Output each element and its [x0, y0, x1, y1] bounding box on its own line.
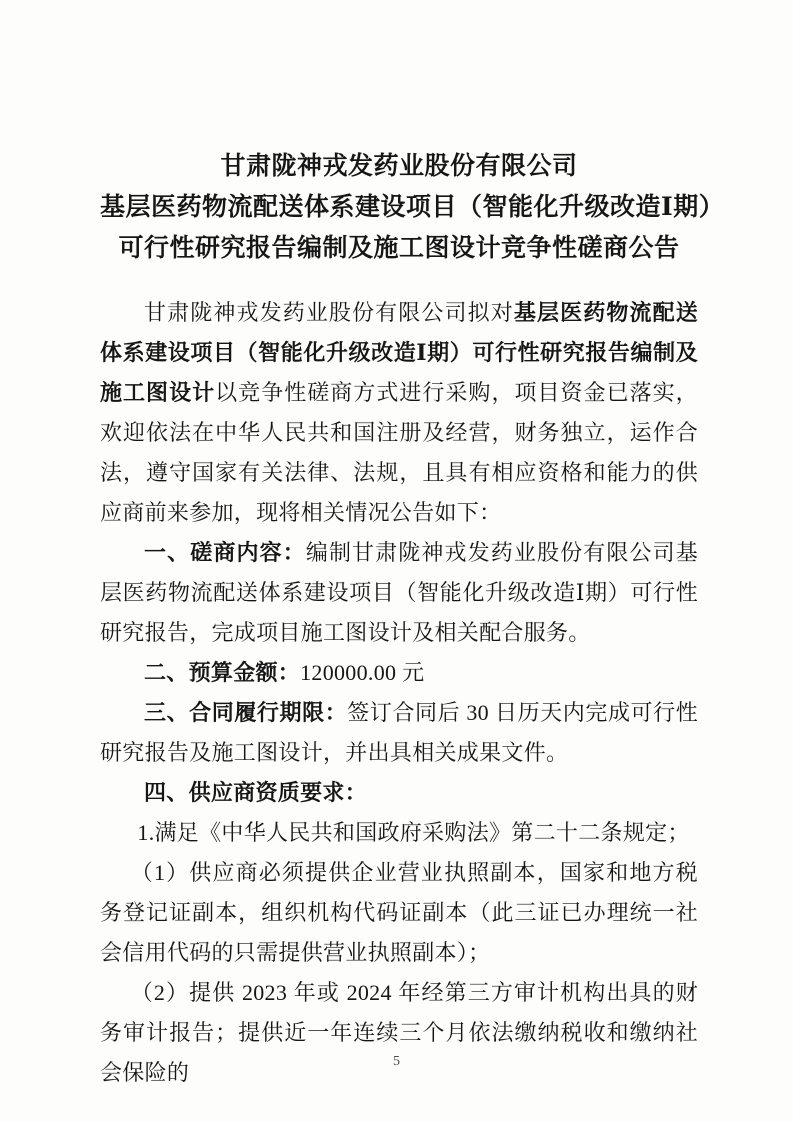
paragraph-intro	[100, 293, 698, 533]
text-run: 甘肃陇神戎发药业股份有限公司拟对	[144, 300, 514, 325]
bold-text-run: 二、预算金额：	[144, 660, 301, 685]
title-project-name: 基层医药物流配送体系建设项目（智能化升级改造Ⅰ期）	[100, 194, 725, 221]
document-title	[100, 146, 725, 269]
text-run: （2）提供 2023 年或 2024 年经第三方审计机构出具的财务审计报告；提供近一年连续三个月依法缴纳税收和缴纳社会保险的	[100, 980, 698, 1085]
section-4-supplier-qualification-requirements	[100, 773, 698, 813]
section-3-contract-performance-period	[100, 693, 698, 773]
text-run: 以竞争性磋商方式进行采购，项目资金已落实，欢迎依法在中华人民共和国注册及经营，财务独立，运作合法，遵守国家有关法律、法规，且具有相应资格和能力的供应商前来参加，现将相关情况公告如下：	[100, 380, 698, 525]
text-run: （1）供应商必须提供企业营业执照副本，国家和地方税务登记证副本，组织机构代码证副本（此三证已办理统一社会信用代码的只需提供营业执照副本）；	[100, 860, 698, 965]
bold-text-run: 基层医药物流配送体系建设项目（智能化升级改造Ⅰ期）可行性研究报告编制及施工图设计	[100, 300, 698, 405]
bold-text-run: 三、合同履行期限：	[144, 700, 348, 725]
section-1-negotiation-content	[100, 533, 698, 653]
title-announcement-type: 可行性研究报告编制及施工图设计竞争性磋商公告	[118, 235, 680, 262]
section-2-budget-amount	[100, 653, 698, 693]
item-1-2-audit-report-requirement	[100, 973, 698, 1093]
text-run: 1.满足《中华人民共和国政府采购法》第二十二条规定；	[137, 820, 690, 845]
item-1-procurement-law-requirement	[100, 813, 698, 853]
bold-text-run: 一、磋商内容：	[144, 540, 306, 565]
item-1-1-business-license-requirement	[100, 853, 698, 973]
text-run: 签订合同后 30 日历天内完成可行性研究报告及施工图设计，并出具相关成果文件。	[100, 700, 699, 765]
text-run: 编制甘肃陇神戎发药业股份有限公司基层医药物流配送体系建设项目（智能化升级改造Ⅰ期）可行性研究报告，完成项目施工图设计及相关配合服务。	[100, 540, 698, 645]
title-company-name: 甘肃陇神戎发药业股份有限公司	[220, 153, 578, 180]
text-run: 120000.00 元	[300, 660, 425, 685]
page-number: 5	[393, 1054, 400, 1069]
bold-text-run: 四、供应商资质要求：	[144, 780, 368, 805]
document-body	[100, 293, 698, 1093]
